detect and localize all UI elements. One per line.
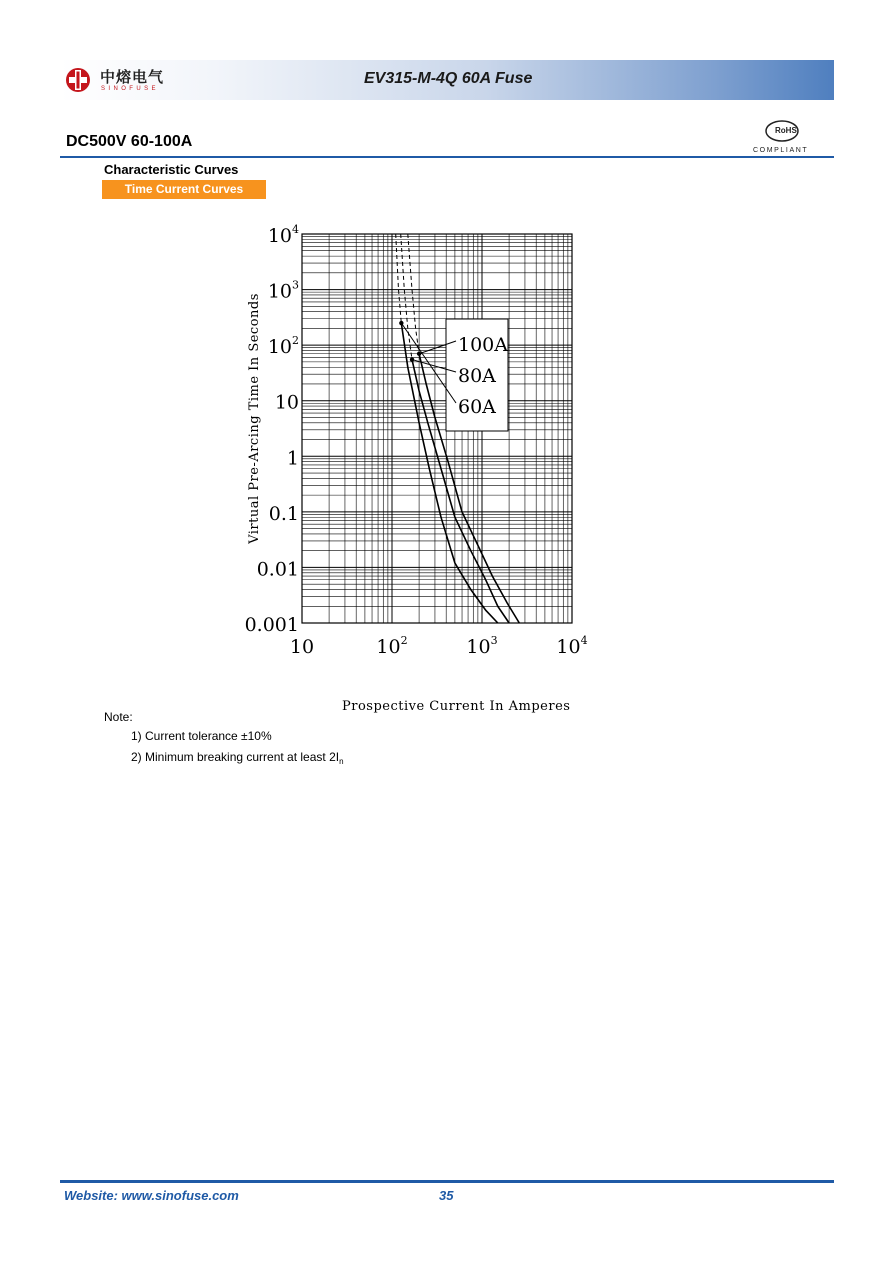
x-tick-label: $10^4$: [556, 634, 588, 658]
legend-entry-80a: 80A: [458, 365, 496, 387]
logo-chinese-name: 中熔电气: [100, 69, 165, 86]
legend-marker-60a: [399, 321, 403, 325]
section-title: DC500V 60-100A: [66, 133, 193, 150]
footer-divider: [60, 1180, 834, 1183]
chart-grid: [302, 234, 572, 623]
legend-entry-60a: 60A: [458, 396, 496, 418]
legend-marker-80a: [410, 357, 414, 361]
curves-heading: Characteristic Curves: [104, 162, 239, 177]
y-tick-label: 0.1: [268, 502, 299, 525]
note-item-breaking-text: 2) Minimum breaking current at least 2I: [131, 750, 340, 764]
y-tick-label: $10^2$: [267, 334, 299, 359]
rohs-label: RoHS: [775, 126, 797, 135]
x-axis-ticks: [290, 634, 588, 658]
y-axis-label: Virtual Pre-Arcing Time In Seconds: [247, 293, 262, 544]
section-divider: [60, 156, 834, 158]
y-tick-label: 0.001: [244, 614, 299, 636]
y-tick-label: 1: [286, 447, 299, 470]
time-current-badge: [102, 180, 266, 199]
document-title: EV315-M-4Q 60A Fuse: [364, 70, 533, 87]
time-current-chart: [236, 224, 596, 724]
y-tick-label: 0.01: [256, 558, 299, 581]
series-curve-dashed: [396, 234, 402, 323]
notes-title: Note:: [104, 710, 133, 724]
y-tick-label: 10: [274, 391, 299, 414]
legend-entry-100a: 100A: [458, 334, 508, 356]
note-item-tolerance: 1) Current tolerance ±10%: [131, 729, 272, 743]
x-axis-label: Prospective Current In Amperes: [342, 699, 571, 714]
note-item-breaking-current: [131, 750, 344, 766]
x-tick-label: 10: [289, 636, 315, 658]
series-curve-dashed: [401, 234, 412, 360]
y-tick-label: $10^3$: [267, 278, 299, 303]
rohs-compliant-label: COMPLIANT: [753, 147, 809, 154]
note-item-breaking-subscript: n: [339, 757, 344, 766]
y-tick-label: $10^4$: [267, 224, 299, 247]
x-tick-label: $10^3$: [466, 634, 498, 658]
legend-marker-100a: [417, 352, 421, 356]
logo-english-name: SINOFUSE: [101, 86, 159, 92]
footer-website[interactable]: Website: www.sinofuse.com: [64, 1188, 239, 1203]
x-tick-label: $10^2$: [376, 634, 408, 658]
time-current-badge-label: Time Current Curves: [124, 182, 244, 196]
page-number: 35: [439, 1188, 454, 1203]
